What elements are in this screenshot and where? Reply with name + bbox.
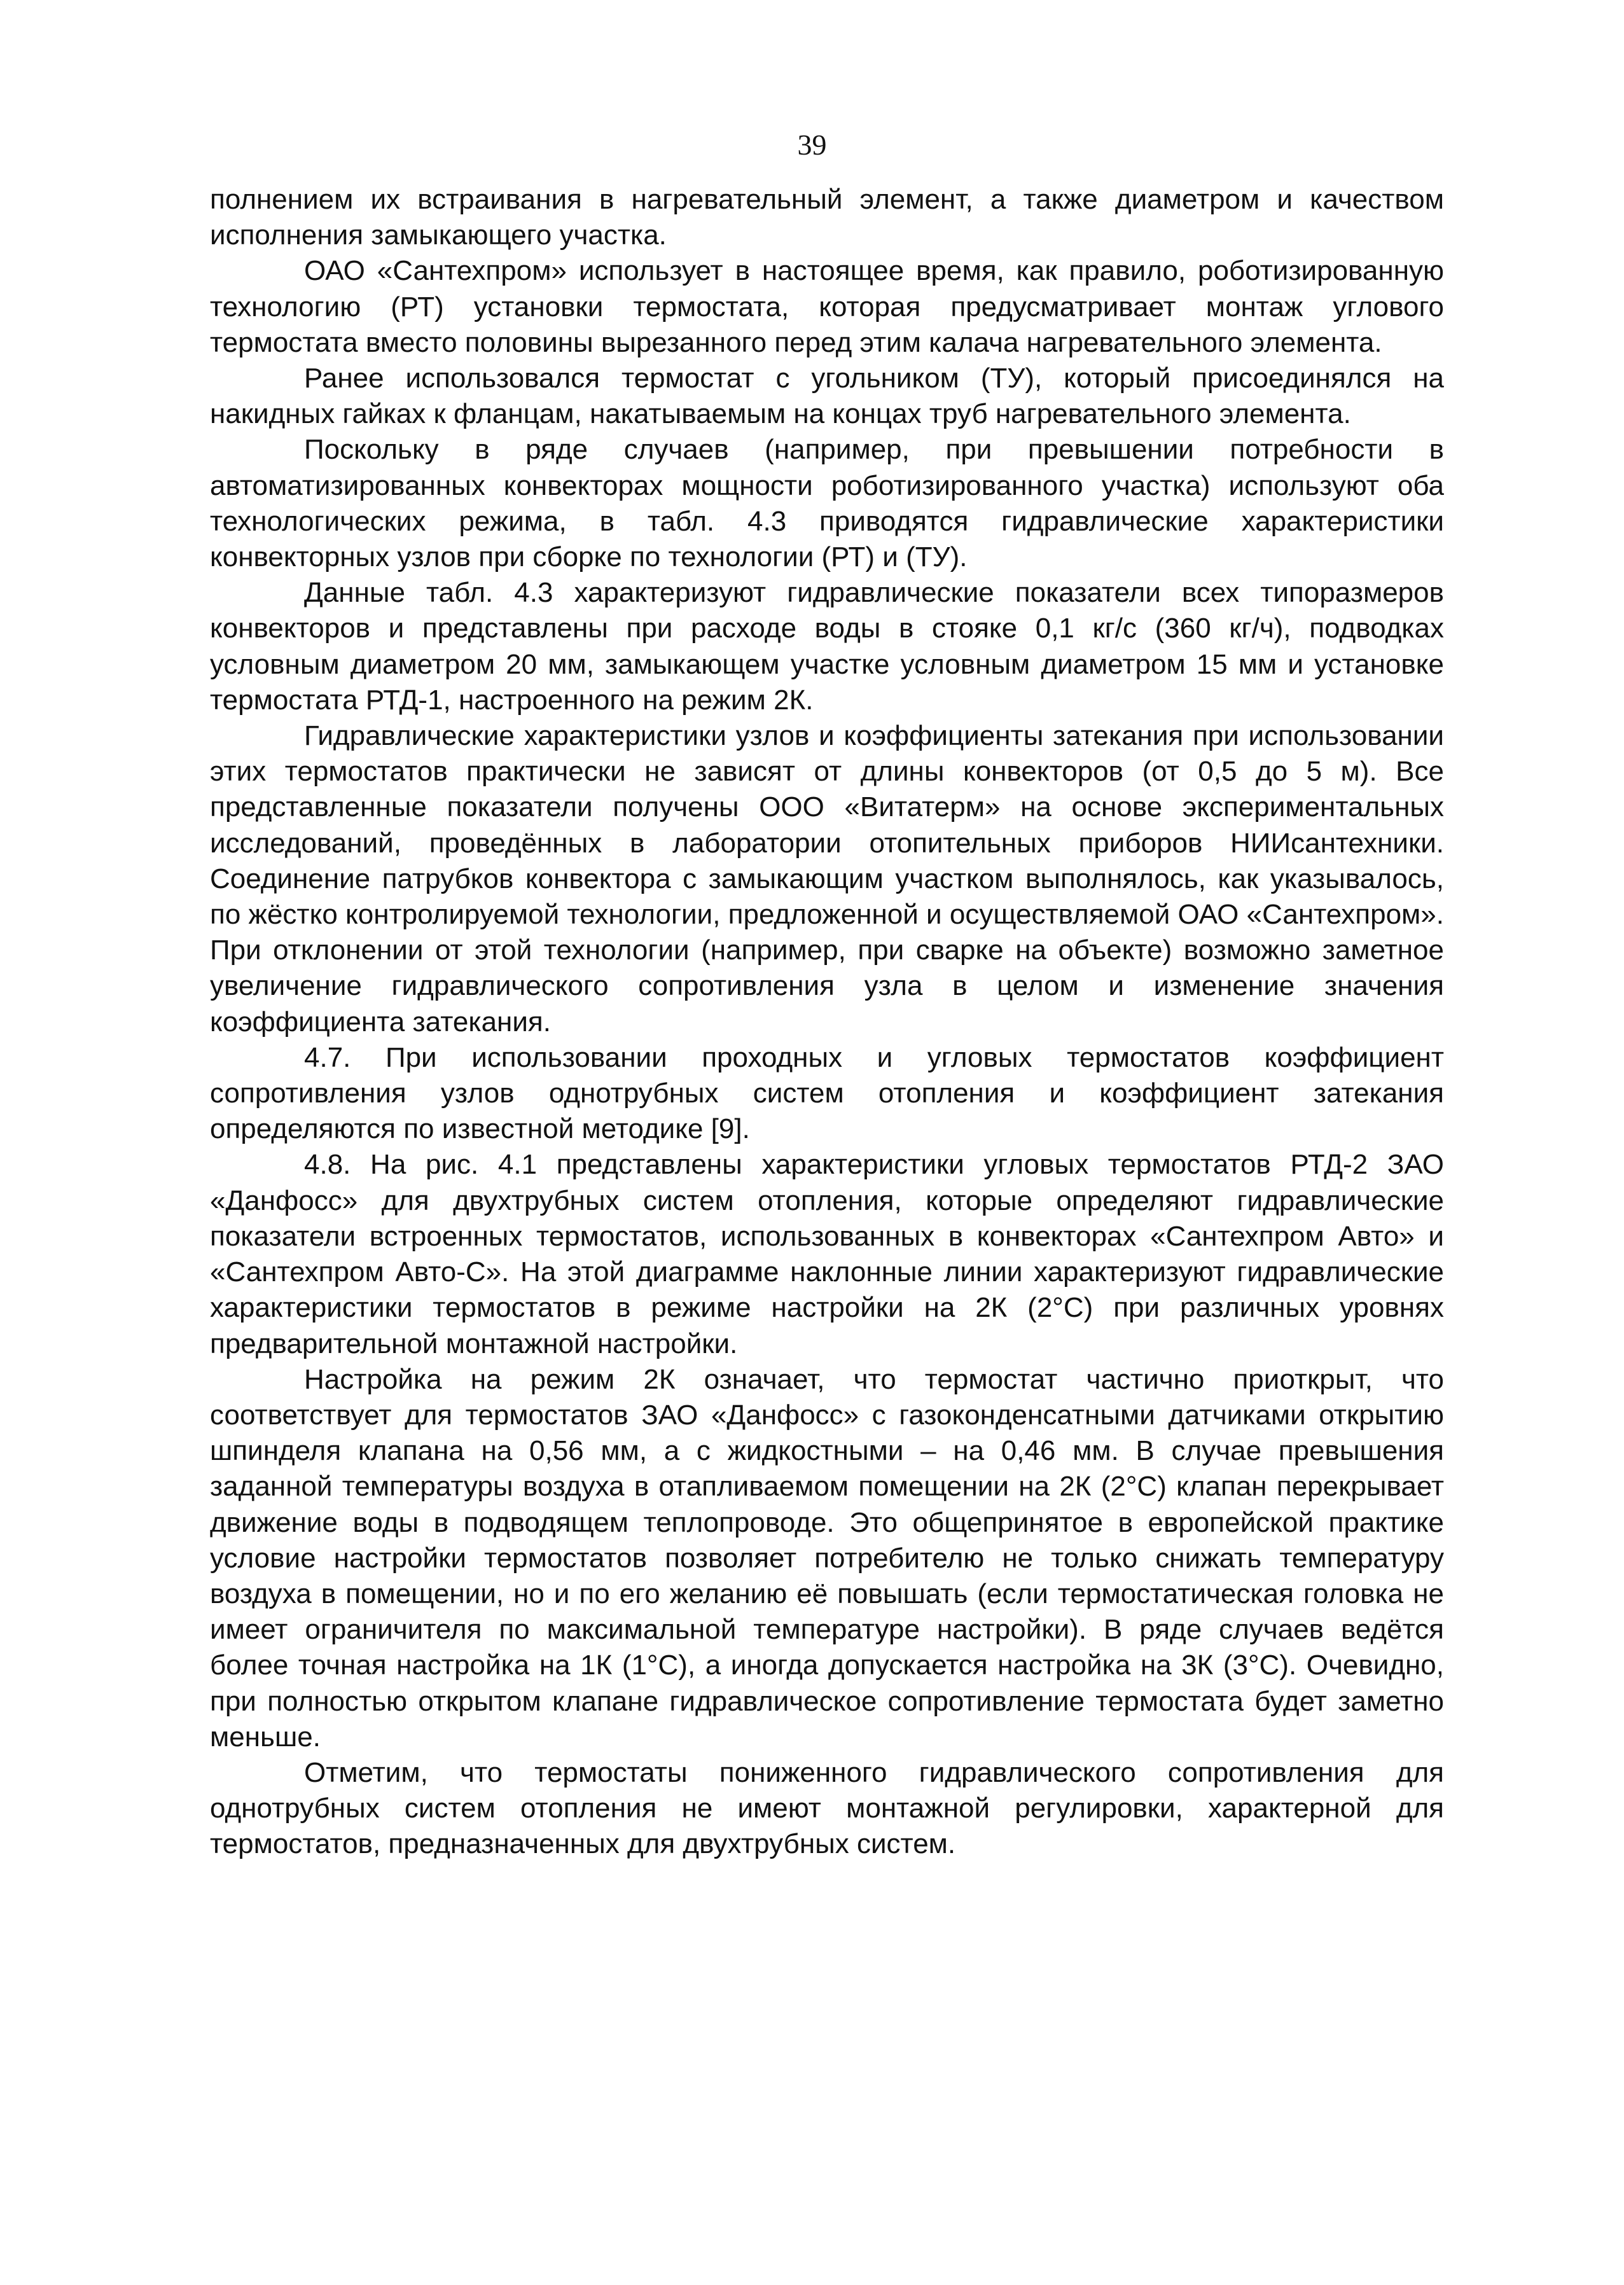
- paragraph-8: 4.8. На рис. 4.1 представлены характеристики угловых термостатов РТД-2 ЗАО «Данфосс» для двухтрубных систем отопления, которые определяют гидравлические показатели встроенных термостатов, использованных в конвекторах «Сантехпром Авто» и «Сантехпром Авто-С». На этой диаграмме наклонные линии характеризуют гидравлические характеристики термостатов в режиме настройки на 2К (2°С) при различных уровнях предварительной монтажной настройки.: [210, 1149, 1444, 1359]
- paragraph-7: 4.7. При использовании проходных и угловых термостатов коэффициент сопротивления узлов однотрубных систем отопления и коэффициент затекания определяются по известной методике [9].: [210, 1041, 1444, 1145]
- paragraph-5: Данные табл. 4.3 характеризуют гидравлические показатели всех типоразмеров конвекторов и представлены при расходе воды в стояке 0,1 кг/с (360 кг/ч), подводках условным диаметром 20 мм, замыкающем участке условным диаметром 15 мм и установке термостата РТД-1, настроенного на режим 2К.: [210, 577, 1444, 716]
- paragraph-4: Поскольку в ряде случаев (например, при превышении потребности в автоматизированных конвекторах мощности роботизированного участка) используют оба технологических режима, в табл. 4.3 приводятся гидравлические характеристики конвекторных узлов при сборке по технологии (РТ) и (ТУ).: [210, 434, 1444, 573]
- body-text: [210, 182, 1444, 1863]
- paragraph-1: полнением их встраивания в нагревательный элемент, а также диаметром и качеством исполнения замыкающего участка.: [210, 184, 1444, 251]
- paragraph-2: ОАО «Сантехпром» использует в настоящее время, как правило, роботизированную технологию (РТ) установки термостата, которая предусматривает монтаж углового термостата вместо половины вырезанного перед этим калача нагревательного элемента.: [210, 255, 1444, 358]
- paragraph-10: Отметим, что термостаты пониженного гидравлического сопротивления для однотрубных систем отопления не имеют монтажной регулировки, характерной для термостатов, предназначенных для двухтрубных систем.: [210, 1756, 1444, 1860]
- page-number: 39: [797, 128, 827, 161]
- paragraph-6: Гидравлические характеристики узлов и коэффициенты затекания при использовании этих термостатов практически не зависят от длины конвекторов (от 0,5 до 5 м). Все представленные показатели получены ООО «Витатерм» на основе экспериментальных исследований, проведённых в лаборатории отопительных приборов НИИсантехники. Соединение патрубков конвектора с замыкающим участком выполнялось, как указывалось, по жёстко контролируемой технологии, предложенной и осуществляемой ОАО «Сантехпром». При отклонении от этой технологии (например, при сварке на объекте) возможно заметное увеличение гидравлического сопротивления узла в целом и изменение значения коэффициента затекания.: [210, 720, 1444, 1038]
- paragraph-9: Настройка на режим 2К означает, что термостат частично приоткрыт, что соответствует для термостатов ЗАО «Данфосс» с газоконденсатными датчиками открытию шпинделя клапана на 0,56 мм, а с жидкостными – на 0,46 мм. В случае превышения заданной температуры воздуха в отапливаемом помещении на 2К (2°С) клапан перекрывает движение воды в подводящем теплопроводе. Это общепринятое в европейской практике условие настройки термостатов позволяет потребителю не только снижать температуру воздуха в помещении, но и по его желанию её повышать (если термостатическая головка не имеет ограничителя по максимальной температуре настройки). В ряде случаев ведётся более точная настройка на 1К (1°С), а иногда допускается настройка на 3К (3°С). Очевидно, при полностью открытом клапане гидравлическое сопротивление термостата будет заметно меньше.: [210, 1363, 1444, 1753]
- paragraph-3: Ранее использовался термостат с угольником (ТУ), который присоединялся на накидных гайках к фланцам, накатываемым на концах труб нагревательного элемента.: [210, 363, 1444, 430]
